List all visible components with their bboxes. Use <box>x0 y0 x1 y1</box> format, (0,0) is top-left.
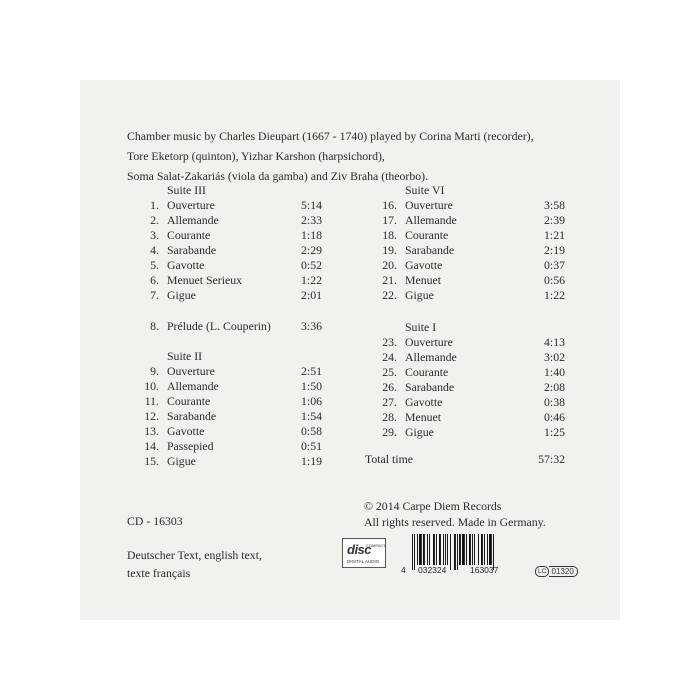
label-code-badge <box>535 566 578 578</box>
track-duration: 0:56 <box>544 273 565 287</box>
suite-title: Suite III <box>167 183 206 197</box>
track-row <box>365 380 565 395</box>
track-duration: 1:22 <box>544 288 565 302</box>
track-duration: 2:29 <box>301 243 322 257</box>
track-title: Sarabande <box>405 380 455 394</box>
cd-back-cover <box>80 80 620 620</box>
track-duration: 0:58 <box>301 424 322 438</box>
track-duration: 2:39 <box>544 213 565 227</box>
label-code-prefix: LC <box>535 566 549 577</box>
track-duration: 3:58 <box>544 198 565 212</box>
cd-logo-compact-text: COMPACT <box>366 543 386 548</box>
track-duration: 1:21 <box>544 228 565 242</box>
track-row <box>365 243 565 258</box>
languages-line: texte français <box>127 566 191 580</box>
track-title: Allemande <box>405 350 457 364</box>
track-row <box>127 379 322 394</box>
track-number: 16. <box>382 198 397 212</box>
track-title: Gavotte <box>167 258 205 272</box>
track-duration: 0:38 <box>544 395 565 409</box>
total-time-value: 57:32 <box>538 452 565 466</box>
track-title: Gavotte <box>405 395 443 409</box>
track-duration: 3:02 <box>544 350 565 364</box>
tracklist-left-column <box>127 182 322 469</box>
track-duration: 1:25 <box>544 425 565 439</box>
track-list <box>365 198 565 303</box>
track-number: 9. <box>150 364 159 378</box>
intro-line: Chamber music by Charles Dieupart (1667 - 1740) played by Corina Marti (recorder), <box>127 129 534 143</box>
track-row <box>365 425 565 440</box>
track-number: 5. <box>150 258 159 272</box>
track-number: 15. <box>144 454 159 468</box>
track-row <box>127 394 322 409</box>
track-row <box>127 409 322 424</box>
track-title: Sarabande <box>405 243 455 257</box>
track-duration: 0:51 <box>301 439 322 453</box>
track-title: Gavotte <box>167 424 205 438</box>
track-title: Menuet Serieux <box>167 273 243 287</box>
track-title: Gigue <box>405 288 434 302</box>
track-number: 2. <box>150 213 159 227</box>
track-row <box>127 364 322 379</box>
track-row <box>127 273 322 288</box>
languages-note <box>127 546 262 582</box>
track-duration: 1:18 <box>301 228 322 242</box>
track-duration: 2:33 <box>301 213 322 227</box>
track-row <box>365 213 565 228</box>
track-title: Gigue <box>405 425 434 439</box>
track-row <box>127 439 322 454</box>
track-number: 12. <box>144 409 159 423</box>
track-row <box>127 319 322 334</box>
track-row <box>127 228 322 243</box>
copyright-line: All rights reserved. Made in Germany. <box>364 515 546 529</box>
track-row <box>127 424 322 439</box>
track-number: 7. <box>150 288 159 302</box>
track-number: 26. <box>382 380 397 394</box>
track-title: Courante <box>405 365 449 379</box>
track-title: Ouverture <box>167 364 215 378</box>
track-title: Menuet <box>405 273 442 287</box>
track-duration: 0:37 <box>544 258 565 272</box>
track-title: Sarabande <box>167 409 217 423</box>
track-number: 8. <box>150 319 159 333</box>
track-number: 6. <box>150 273 159 287</box>
track-number: 27. <box>382 395 397 409</box>
copyright-notice <box>364 498 546 530</box>
track-row <box>127 213 322 228</box>
track-title: Courante <box>167 228 211 242</box>
track-title: Prélude (L. Couperin) <box>167 319 271 333</box>
track-row <box>365 365 565 380</box>
suite-title: Suite II <box>167 349 203 363</box>
track-list <box>127 198 322 303</box>
tracklist-right-column <box>365 182 565 467</box>
track-duration: 2:19 <box>544 243 565 257</box>
track-row <box>127 258 322 273</box>
track-duration: 1:19 <box>301 454 322 468</box>
track-row <box>365 273 565 288</box>
track-number: 17. <box>382 213 397 227</box>
track-list <box>365 335 565 440</box>
track-number: 3. <box>150 228 159 242</box>
track-duration: 0:46 <box>544 410 565 424</box>
barcode <box>400 534 530 576</box>
track-row <box>365 288 565 303</box>
track-list <box>127 364 322 469</box>
track-title: Gigue <box>167 454 196 468</box>
languages-line: Deutscher Text, english text, <box>127 548 262 562</box>
suite-title: Suite VI <box>405 183 445 197</box>
track-row <box>365 198 565 213</box>
track-number: 29. <box>382 425 397 439</box>
track-row <box>365 335 565 350</box>
track-duration: 1:22 <box>301 273 322 287</box>
track-number: 20. <box>382 258 397 272</box>
track-row <box>365 258 565 273</box>
track-duration: 3:36 <box>301 319 322 333</box>
track-number: 10. <box>144 379 159 393</box>
track-number: 21. <box>382 273 397 287</box>
barcode-digits-right: 163037 <box>470 565 499 575</box>
total-time-label: Total time <box>365 452 413 466</box>
track-title: Courante <box>167 394 211 408</box>
track-title: Allemande <box>405 213 457 227</box>
barcode-digit-first: 4 <box>401 565 406 575</box>
track-row <box>127 454 322 469</box>
track-duration: 1:54 <box>301 409 322 423</box>
track-duration: 2:51 <box>301 364 322 378</box>
track-number: 18. <box>382 228 397 242</box>
track-row <box>365 395 565 410</box>
track-title: Sarabande <box>167 243 217 257</box>
track-duration: 0:52 <box>301 258 322 272</box>
label-code-number: 01320 <box>549 566 578 577</box>
track-row <box>127 243 322 258</box>
track-number: 14. <box>144 439 159 453</box>
intro-line: Soma Salat-Zakariás (viola da gamba) and Ziv Braha (theorbo). <box>127 169 429 183</box>
track-duration: 5:14 <box>301 198 322 212</box>
track-row <box>365 228 565 243</box>
copyright-line: © 2014 Carpe Diem Records <box>364 499 502 513</box>
track-number: 11. <box>144 394 159 408</box>
track-title: Gigue <box>167 288 196 302</box>
cd-logo-disc-text: disc <box>347 542 372 557</box>
track-row <box>127 288 322 303</box>
track-row <box>365 410 565 425</box>
track-duration: 1:06 <box>301 394 322 408</box>
track-number: 1. <box>150 198 159 212</box>
performers-intro <box>127 126 597 186</box>
track-duration: 1:50 <box>301 379 322 393</box>
track-number: 28. <box>382 410 397 424</box>
track-title: Allemande <box>167 379 219 393</box>
track-number: 22. <box>382 288 397 302</box>
track-number: 13. <box>144 424 159 438</box>
intro-line: Tore Eketorp (quinton), Yizhar Karshon (harpsichord), <box>127 149 385 163</box>
track-title: Ouverture <box>405 198 453 212</box>
track-title: Courante <box>405 228 449 242</box>
track-number: 23. <box>382 335 397 349</box>
track-row <box>365 350 565 365</box>
total-time <box>365 452 565 467</box>
compact-disc-logo-icon <box>342 538 386 568</box>
track-title: Passepied <box>167 439 214 453</box>
track-duration: 2:01 <box>301 288 322 302</box>
track-row <box>127 198 322 213</box>
track-title: Gavotte <box>405 258 443 272</box>
track-duration: 4:13 <box>544 335 565 349</box>
track-duration: 1:40 <box>544 365 565 379</box>
track-duration: 2:08 <box>544 380 565 394</box>
cd-logo-digital-audio-text: DIGITAL AUDIO <box>347 559 380 564</box>
track-number: 19. <box>382 243 397 257</box>
track-number: 25. <box>382 365 397 379</box>
track-title: Allemande <box>167 213 219 227</box>
suite-title: Suite I <box>405 320 437 334</box>
track-title: Menuet <box>405 410 442 424</box>
catalog-number: CD - 16303 <box>127 514 183 528</box>
track-title: Ouverture <box>167 198 215 212</box>
barcode-digits-left: 032324 <box>418 565 447 575</box>
track-number: 24. <box>382 350 397 364</box>
track-title: Ouverture <box>405 335 453 349</box>
track-number: 4. <box>150 243 159 257</box>
